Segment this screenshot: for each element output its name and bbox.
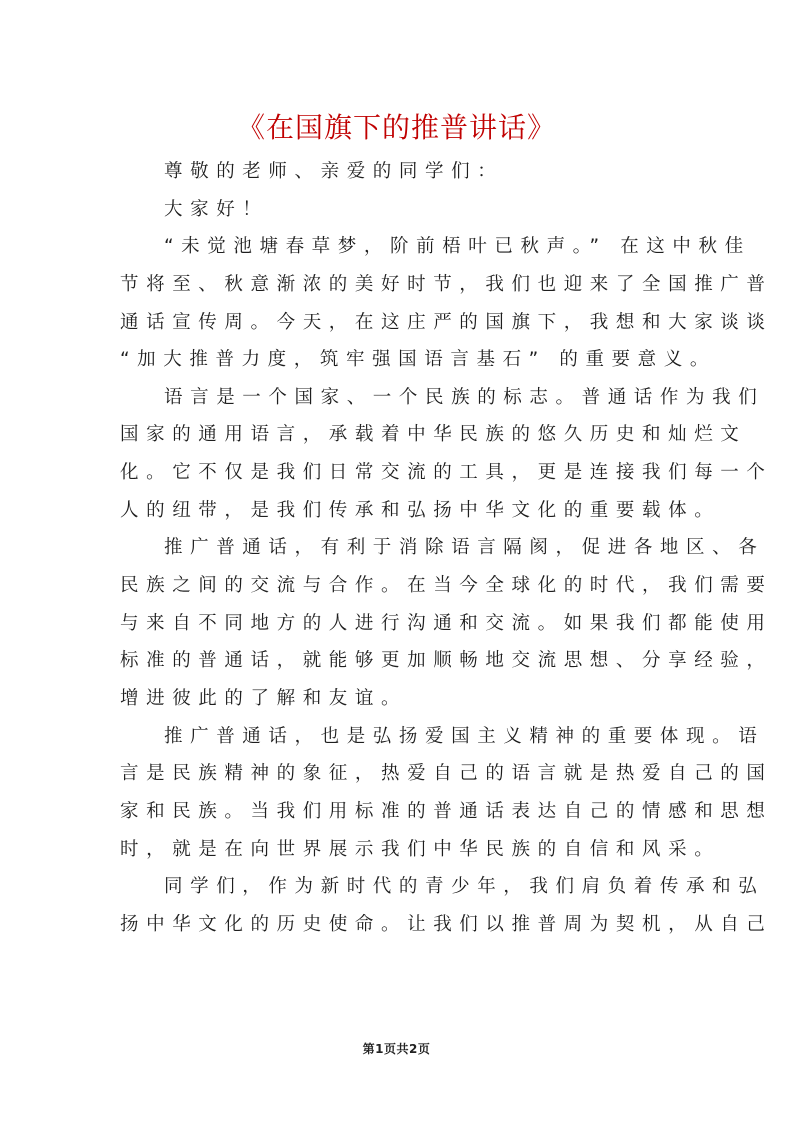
body-line: 尊敬的老师、亲爱的同学们： bbox=[164, 161, 504, 182]
body-line: “未觉池塘春草梦，阶前梧叶已秋声。” 在这中秋佳 bbox=[164, 236, 751, 258]
body-line: 推广普通话，也是弘扬爱国主义精神的重要体现。语 bbox=[164, 725, 765, 747]
page-number: 第1页共2页 bbox=[362, 1042, 431, 1056]
body-line: 同学们，作为新时代的青少年，我们肩负着传承和弘 bbox=[164, 876, 765, 898]
body-line: “加大推普力度，筑牢强国语言基石” 的重要意义。 bbox=[120, 349, 716, 371]
body-line: 标准的普通话，就能够更加顺畅地交流思想、分享经验， bbox=[120, 650, 773, 672]
body-line: 推广普通话，有利于消除语言隔阂，促进各地区、各 bbox=[164, 537, 765, 559]
body-line: 时，就是在向世界展示我们中华民族的自信和风采。 bbox=[120, 838, 721, 860]
body-line: 通话宣传周。今天，在这庄严的国旗下，我想和大家谈谈 bbox=[120, 311, 773, 333]
document-title: 《在国旗下的推普讲话》 bbox=[236, 111, 556, 144]
body-line: 与来自不同地方的人进行沟通和交流。如果我们都能使用 bbox=[120, 612, 773, 634]
body-line: 节将至、秋意渐浓的美好时节，我们也迎来了全国推广普 bbox=[120, 273, 773, 295]
body-line: 增进彼此的了解和友谊。 bbox=[120, 687, 408, 709]
body-line: 扬中华文化的历史使命。让我们以推普周为契机，从自己 bbox=[120, 913, 773, 935]
body-line: 人的纽带，是我们传承和弘扬中华文化的重要载体。 bbox=[120, 499, 721, 521]
body-line: 大家好！ bbox=[164, 198, 269, 220]
document-body bbox=[120, 153, 773, 943]
body-line: 民族之间的交流与合作。在当今全球化的时代，我们需要 bbox=[120, 575, 773, 597]
body-line: 言是民族精神的象征，热爱自己的语言就是热爱自己的国 bbox=[120, 763, 773, 785]
body-line: 家和民族。当我们用标准的普通话表达自己的情感和思想 bbox=[120, 800, 773, 822]
body-line: 化。它不仅是我们日常交流的工具，更是连接我们每一个 bbox=[120, 462, 773, 484]
body-line: 国家的通用语言，承载着中华民族的悠久历史和灿烂文 bbox=[120, 424, 747, 446]
body-line: 语言是一个国家、一个民族的标志。普通话作为我们 bbox=[164, 386, 765, 408]
